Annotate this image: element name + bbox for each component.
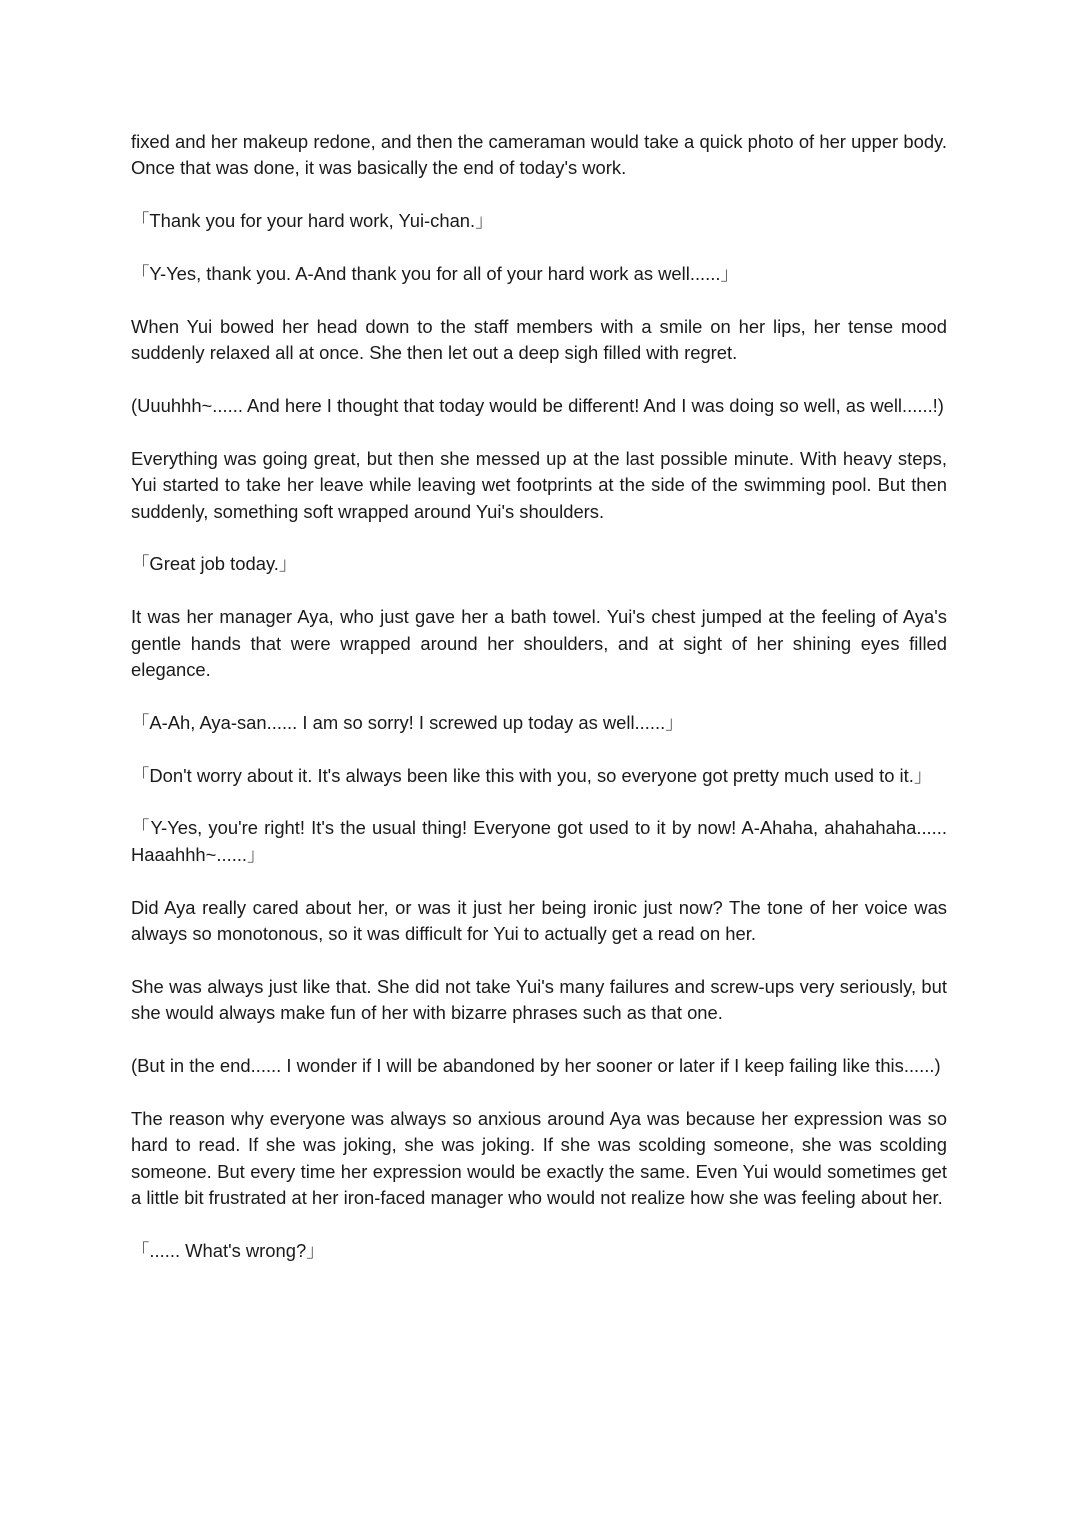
dialogue-line: 「...... What's wrong?」 bbox=[131, 1239, 325, 1261]
dialogue-line: 「A-Ah, Aya-san...... I am so sorry! I screwed up today as well......」 bbox=[131, 711, 684, 733]
dialogue-line: 「Don't worry about it. It's always been like this with you, so everyone got pretty much used to it.」 bbox=[131, 764, 933, 786]
paragraph: It was her manager Aya, who just gave her a bath towel. Yui's chest jumped at the feeling of Aya's gentle hands that were wrapped around her shoulders, and at sight of her shining eyes filled elegance. bbox=[131, 606, 947, 681]
document-page bbox=[131, 129, 947, 1264]
inner-thought: (Uuuhhh~...... And here I thought that today would be different! And I was doing so well, as well......!) bbox=[131, 395, 944, 416]
dialogue-line: 「Y-Yes, you're right! It's the usual thing! Everyone got used to it by now! A-Ahaha, ahahahaha...... Haaahhh~......」 bbox=[131, 817, 947, 865]
dialogue-line: 「Great job today.」 bbox=[131, 553, 298, 575]
paragraph: She was always just like that. She did not take Yui's many failures and screw-ups very seriously, but she would always make fun of her with bizarre phrases such as that one. bbox=[131, 975, 947, 1024]
paragraph: Did Aya really cared about her, or was it just her being ironic just now? The tone of her voice was always so monotonous, so it was difficult for Yui to actually get a read on her. bbox=[131, 896, 947, 945]
paragraph: The reason why everyone was always so anxious around Aya was because her expression was so hard to read. If she was joking, she was joking. If she was scolding someone, she was scolding someone. But every time her expression would be exactly the same. Even Yui would sometimes get a little bit frustrated at her iron-faced manager who would not realize how she was feeling about her. bbox=[131, 1107, 947, 1209]
dialogue-line: 「Y-Yes, thank you. A-And thank you for all of your hard work as well......」 bbox=[131, 263, 739, 284]
dialogue-line: 「Thank you for your hard work, Yui-chan.」 bbox=[131, 210, 494, 232]
inner-thought: (But in the end...... I wonder if I will be abandoned by her sooner or later if I keep failing like this......) bbox=[131, 1055, 941, 1077]
paragraph: When Yui bowed her head down to the staff members with a smile on her lips, her tense mood suddenly relaxed all at once. She then let out a deep sigh filled with regret. bbox=[131, 315, 947, 364]
paragraph: Everything was going great, but then she messed up at the last possible minute. With heavy steps, Yui started to take her leave while leaving wet footprints at the side of the swimming pool. But then suddenly, something soft wrapped around Yui's shoulders. bbox=[131, 447, 947, 522]
paragraph: fixed and her makeup redone, and then the cameraman would take a quick photo of her upper body. Once that was done, it was basically the end of today's work. bbox=[131, 131, 947, 179]
